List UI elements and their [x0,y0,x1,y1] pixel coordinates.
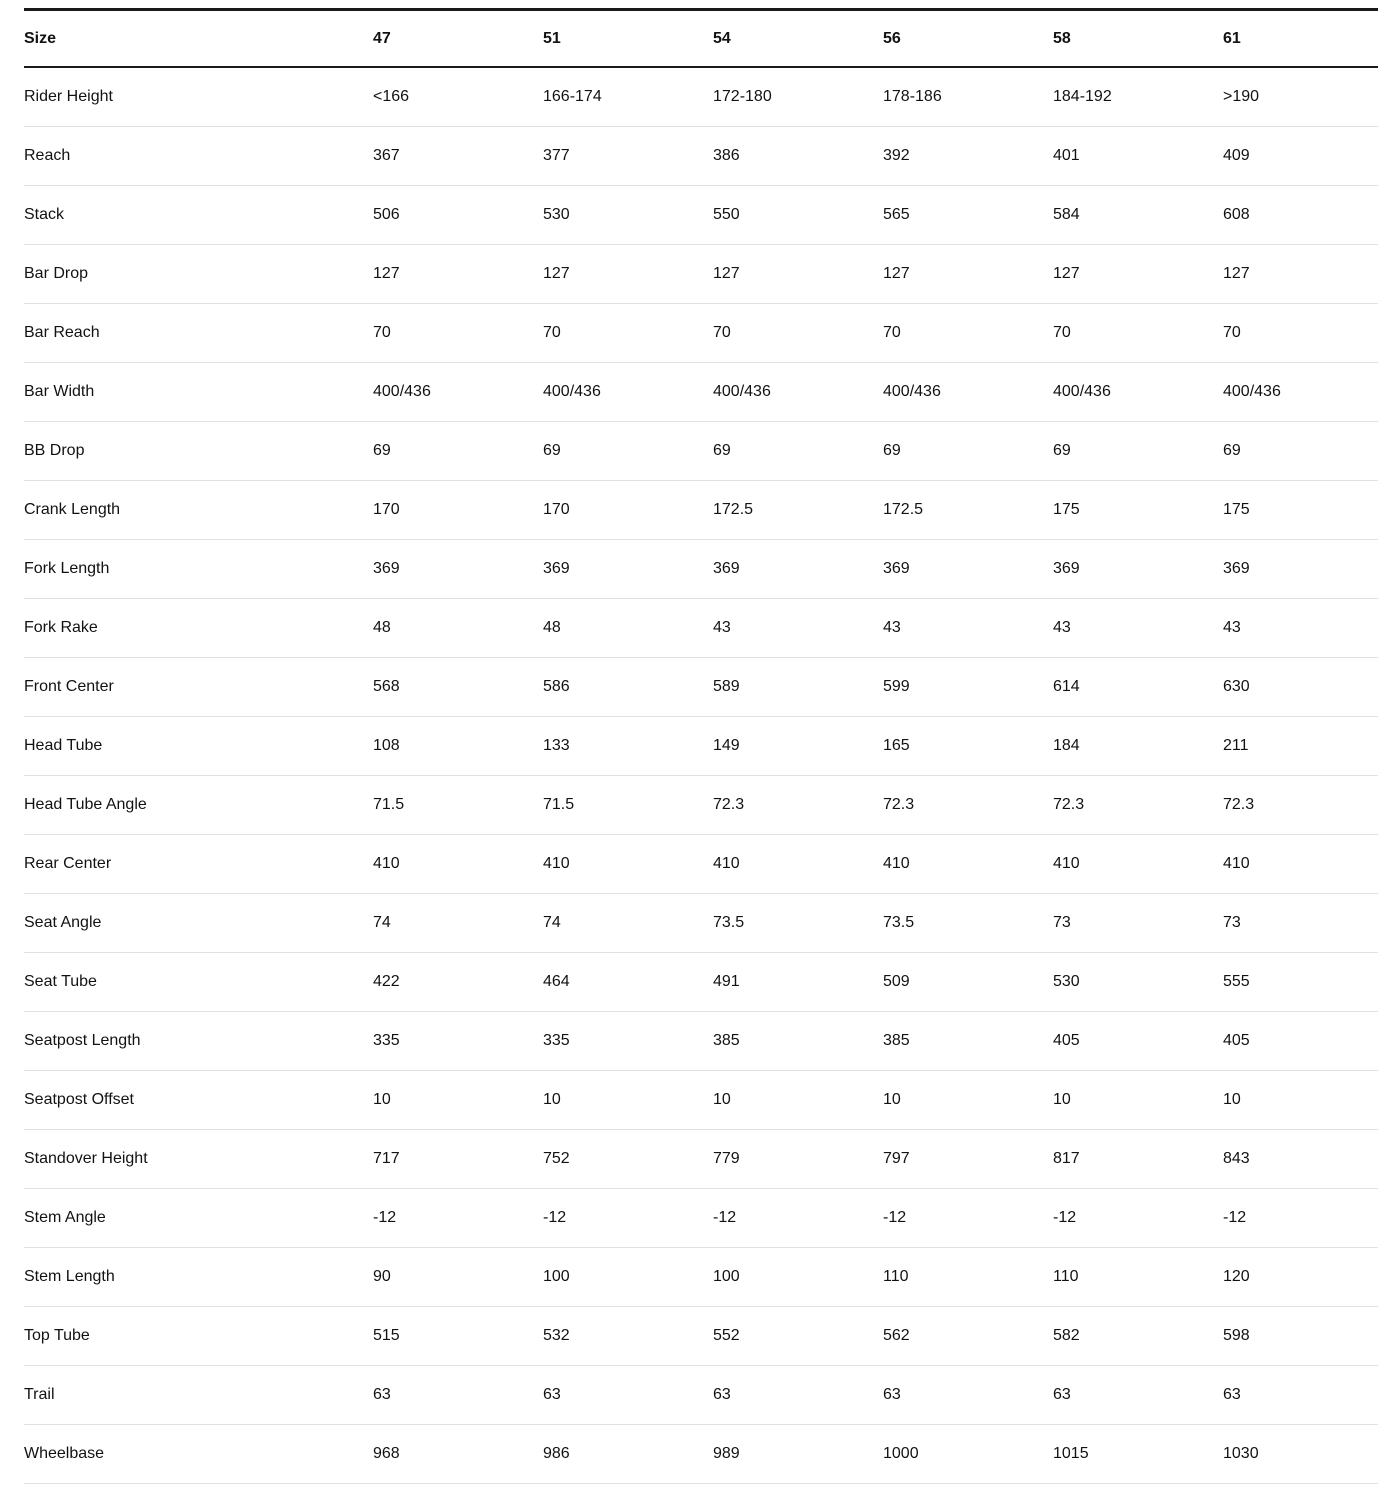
row-value: 170 [373,481,543,540]
row-value: 175 [1053,481,1223,540]
row-label: Rider Height [24,67,373,127]
row-value: -12 [883,1189,1053,1248]
row-value: 48 [543,599,713,658]
row-value: 410 [1053,835,1223,894]
row-value: 10 [883,1071,1053,1130]
row-label: Rear Center [24,835,373,894]
row-value: 614 [1053,658,1223,717]
row-value: 127 [373,245,543,304]
row-value: 70 [543,304,713,363]
row-value: 530 [543,186,713,245]
table-row [24,894,1378,953]
row-value: 401 [1053,127,1223,186]
row-value: 90 [373,1248,543,1307]
row-value: 410 [1223,835,1378,894]
table-row [24,186,1378,245]
row-value: 599 [883,658,1053,717]
row-value: 70 [883,304,1053,363]
table-row [24,1071,1378,1130]
row-value: 565 [883,186,1053,245]
row-value: 400/436 [713,363,883,422]
row-label: Seat Tube [24,953,373,1012]
row-value: 69 [1223,422,1378,481]
row-value: 369 [1053,540,1223,599]
row-value: 509 [883,953,1053,1012]
row-value: 100 [543,1248,713,1307]
row-value: 127 [1053,245,1223,304]
row-value: 63 [1223,1366,1378,1425]
row-value: -12 [713,1189,883,1248]
row-value: 149 [713,717,883,776]
row-label: Top Tube [24,1307,373,1366]
geometry-table [24,8,1378,1484]
row-value: 170 [543,481,713,540]
row-value: 410 [373,835,543,894]
row-value: 779 [713,1130,883,1189]
table-row [24,835,1378,894]
row-value: 72.3 [883,776,1053,835]
table-row [24,717,1378,776]
header-cell-54: 54 [713,10,883,68]
row-value: 369 [543,540,713,599]
row-label: Crank Length [24,481,373,540]
row-label: Bar Reach [24,304,373,363]
row-value: 127 [713,245,883,304]
row-value: 410 [713,835,883,894]
row-value: 74 [373,894,543,953]
row-label: Head Tube Angle [24,776,373,835]
row-label: Reach [24,127,373,186]
row-value: 385 [883,1012,1053,1071]
row-value: 369 [883,540,1053,599]
row-value: 127 [1223,245,1378,304]
row-value: -12 [543,1189,713,1248]
header-cell-56: 56 [883,10,1053,68]
table-row [24,245,1378,304]
row-value: 400/436 [543,363,713,422]
row-value: 562 [883,1307,1053,1366]
row-value: 166-174 [543,67,713,127]
row-value: 71.5 [373,776,543,835]
row-value: 70 [1223,304,1378,363]
row-value: 69 [883,422,1053,481]
row-value: 63 [373,1366,543,1425]
row-value: 10 [1053,1071,1223,1130]
row-value: 532 [543,1307,713,1366]
row-value: 100 [713,1248,883,1307]
row-value: 335 [373,1012,543,1071]
table-row [24,658,1378,717]
row-value: 175 [1223,481,1378,540]
row-value: 589 [713,658,883,717]
row-value: 989 [713,1425,883,1484]
row-label: Wheelbase [24,1425,373,1484]
row-value: 69 [543,422,713,481]
row-value: 127 [883,245,1053,304]
row-value: 172.5 [713,481,883,540]
table-row [24,363,1378,422]
row-value: 73 [1053,894,1223,953]
table-row [24,1425,1378,1484]
row-value: 385 [713,1012,883,1071]
table-row [24,776,1378,835]
row-value: 369 [373,540,543,599]
row-value: 491 [713,953,883,1012]
row-value: 108 [373,717,543,776]
row-value: 110 [883,1248,1053,1307]
row-value: -12 [373,1189,543,1248]
row-value: 335 [543,1012,713,1071]
table-row [24,1366,1378,1425]
row-value: 400/436 [1053,363,1223,422]
table-row [24,422,1378,481]
row-value: 10 [373,1071,543,1130]
row-value: 506 [373,186,543,245]
row-value: >190 [1223,67,1378,127]
row-value: 584 [1053,186,1223,245]
row-value: 70 [1053,304,1223,363]
row-value: 400/436 [883,363,1053,422]
row-value: 405 [1053,1012,1223,1071]
row-value: 184-192 [1053,67,1223,127]
header-cell-47: 47 [373,10,543,68]
row-label: Standover Height [24,1130,373,1189]
row-value: 70 [713,304,883,363]
row-value: 400/436 [373,363,543,422]
header-cell-51: 51 [543,10,713,68]
table-row [24,599,1378,658]
row-value: 74 [543,894,713,953]
row-value: 555 [1223,953,1378,1012]
row-value: 48 [373,599,543,658]
row-value: 69 [713,422,883,481]
row-value: 69 [1053,422,1223,481]
row-value: 10 [543,1071,713,1130]
row-label: Seatpost Offset [24,1071,373,1130]
row-value: 598 [1223,1307,1378,1366]
row-value: -12 [1053,1189,1223,1248]
row-label: Seatpost Length [24,1012,373,1071]
table-row [24,1012,1378,1071]
row-value: 386 [713,127,883,186]
row-value: 120 [1223,1248,1378,1307]
row-value: 63 [713,1366,883,1425]
row-value: 367 [373,127,543,186]
table-row [24,540,1378,599]
table-row [24,1248,1378,1307]
row-value: 1000 [883,1425,1053,1484]
row-value: 986 [543,1425,713,1484]
row-value: 582 [1053,1307,1223,1366]
table-row [24,1307,1378,1366]
row-value: 127 [543,245,713,304]
row-label: Stem Angle [24,1189,373,1248]
row-value: 552 [713,1307,883,1366]
row-value: 165 [883,717,1053,776]
row-value: 377 [543,127,713,186]
row-value: 515 [373,1307,543,1366]
row-value: 410 [543,835,713,894]
table-row [24,481,1378,540]
table-row [24,304,1378,363]
row-value: 392 [883,127,1053,186]
row-value: 73.5 [883,894,1053,953]
row-label: Stem Length [24,1248,373,1307]
row-label: Trail [24,1366,373,1425]
row-value: 717 [373,1130,543,1189]
row-value: 410 [883,835,1053,894]
row-value: 63 [1053,1366,1223,1425]
row-label: Seat Angle [24,894,373,953]
row-value: 184 [1053,717,1223,776]
row-value: 10 [713,1071,883,1130]
header-row [24,10,1378,68]
row-value: 178-186 [883,67,1053,127]
row-value: 968 [373,1425,543,1484]
row-value: 817 [1053,1130,1223,1189]
row-value: 752 [543,1130,713,1189]
table-row [24,953,1378,1012]
header-cell-58: 58 [1053,10,1223,68]
table-row [24,67,1378,127]
table-row [24,127,1378,186]
row-value: 409 [1223,127,1378,186]
row-value: 172-180 [713,67,883,127]
row-value: 586 [543,658,713,717]
row-value: 568 [373,658,543,717]
row-value: 10 [1223,1071,1378,1130]
row-value: 630 [1223,658,1378,717]
row-value: 550 [713,186,883,245]
row-label: Front Center [24,658,373,717]
row-value: 172.5 [883,481,1053,540]
row-value: 71.5 [543,776,713,835]
row-value: 608 [1223,186,1378,245]
row-value: 73.5 [713,894,883,953]
row-value: 63 [543,1366,713,1425]
row-value: 43 [1053,599,1223,658]
row-value: 43 [883,599,1053,658]
row-value: 133 [543,717,713,776]
row-value: 405 [1223,1012,1378,1071]
row-value: 211 [1223,717,1378,776]
table-row [24,1189,1378,1248]
row-value: 43 [713,599,883,658]
row-value: 63 [883,1366,1053,1425]
row-value: 72.3 [713,776,883,835]
row-value: 369 [1223,540,1378,599]
row-value: -12 [1223,1189,1378,1248]
row-value: 843 [1223,1130,1378,1189]
row-value: 72.3 [1223,776,1378,835]
row-label: Head Tube [24,717,373,776]
row-value: 530 [1053,953,1223,1012]
row-value: 110 [1053,1248,1223,1307]
row-value: <166 [373,67,543,127]
row-value: 72.3 [1053,776,1223,835]
row-value: 464 [543,953,713,1012]
row-value: 369 [713,540,883,599]
header-cell-61: 61 [1223,10,1378,68]
row-value: 400/436 [1223,363,1378,422]
row-value: 70 [373,304,543,363]
row-label: Stack [24,186,373,245]
row-value: 797 [883,1130,1053,1189]
table-row [24,1130,1378,1189]
row-value: 69 [373,422,543,481]
row-value: 1030 [1223,1425,1378,1484]
row-value: 73 [1223,894,1378,953]
row-label: BB Drop [24,422,373,481]
row-label: Bar Width [24,363,373,422]
row-label: Fork Length [24,540,373,599]
row-value: 1015 [1053,1425,1223,1484]
row-value: 43 [1223,599,1378,658]
header-cell-size: Size [24,10,373,68]
row-label: Fork Rake [24,599,373,658]
row-label: Bar Drop [24,245,373,304]
row-value: 422 [373,953,543,1012]
table-body [24,67,1378,1484]
